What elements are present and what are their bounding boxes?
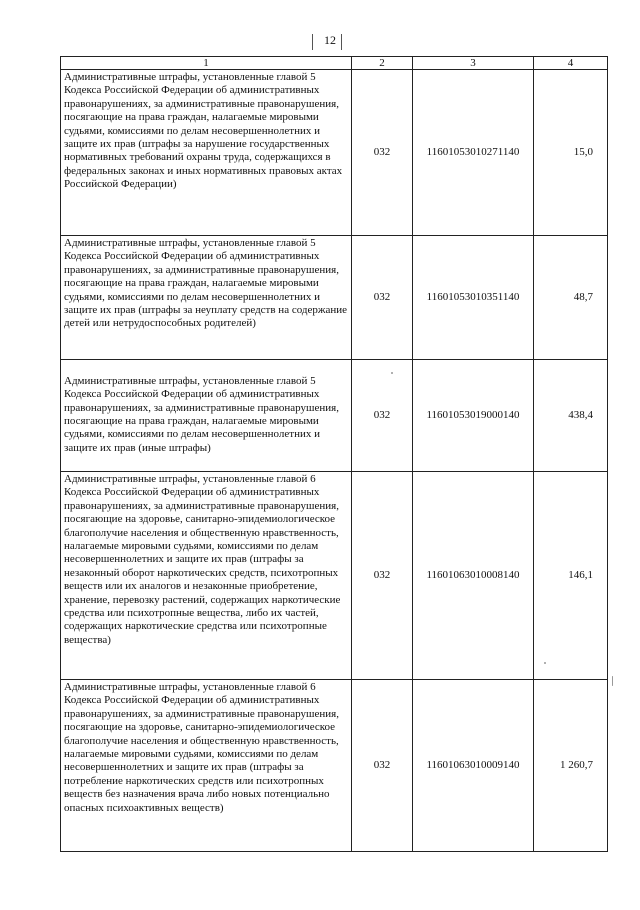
revenue-table [60, 56, 608, 852]
row-description: Административные штрафы, установленные главой 5 Кодекса Российской Федерации об административных правонарушениях, за административные правонарушения, посягающие на права граждан, налагаемые мировыми судьями, комиссиями по делам несовершеннолетних и защите их прав (штрафы за неуплату средств на содержание детей или нетрудоспособных родителей) [61, 236, 352, 360]
table-row [61, 236, 608, 360]
row-description: Административные штрафы, установленные главой 6 Кодекса Российской Федерации об административных правонарушениях, за административные правонарушения, посягающие на здоровье, санитарно-эпидемиологическое благополучие населения и общественную нравственность, налагаемые мировыми судьями, комиссиями по делам несовершеннолетних и защите их прав (штрафы за потребление наркотических средств или психотропных веществ без назначения врача либо новых потенциально опасных психоактивных веществ) [61, 680, 352, 852]
row-budget-code: 11601053010271140 [413, 70, 534, 236]
table-row [61, 70, 608, 236]
row-budget-code: 11601053019000140 [413, 360, 534, 472]
table-header-row [61, 57, 608, 70]
row-description: Административные штрафы, установленные главой 6 Кодекса Российской Федерации об административных правонарушениях, за административные правонарушения, посягающие на здоровье, санитарно-эпидемиологическое благополучие населения и общественную нравственность, налагаемые мировыми судьями, комиссиями по делам несовершеннолетних и защите их прав (штрафы за незаконный оборот наркотических средств, психотропных веществ или их аналогов и незаконные приобретение, хранение, перевозку растений, содержащих наркотические средства или психотропные вещества, либо их частей, содержащих наркотические средства или психотропные вещества) [61, 472, 352, 680]
row-budget-code: 11601063010009140 [413, 680, 534, 852]
row-description: Административные штрафы, установленные главой 5 Кодекса Российской Федерации об административных правонарушениях, за административные правонарушения, посягающие на права граждан, налагаемые мировыми судьями, комиссиями по делам несовершеннолетних и защите их прав (иные штрафы) [61, 360, 352, 472]
table-row [61, 472, 608, 680]
column-header-code: 2 [352, 57, 413, 70]
row-description: Административные штрафы, установленные главой 5 Кодекса Российской Федерации об административных правонарушениях, за административные правонарушения, посягающие на права граждан, налагаемые мировыми судьями, комиссиями по делам несовершеннолетних и защите их прав (штрафы за нарушение государственных нормативных требований охраны труда, содержащихся в федеральных законах и иных нормативных правовых актах Российской Федерации) [61, 70, 352, 236]
row-amount: 1 260,7 [534, 680, 608, 852]
row-budget-code: 11601053010351140 [413, 236, 534, 360]
row-amount: 438,4 [534, 360, 608, 472]
page-number: 12 [324, 33, 336, 47]
row-admin-code: 032 [352, 360, 413, 472]
row-admin-code: 032 [352, 680, 413, 852]
column-header-description: 1 [61, 57, 352, 70]
row-amount: 48,7 [534, 236, 608, 360]
scan-speck [391, 372, 393, 374]
row-admin-code: 032 [352, 236, 413, 360]
table-row [61, 360, 608, 472]
row-admin-code: 032 [352, 472, 413, 680]
row-budget-code: 11601063010008140 [413, 472, 534, 680]
scan-speck [544, 662, 546, 664]
row-admin-code: 032 [352, 70, 413, 236]
row-amount: 146,1 [534, 472, 608, 680]
row-amount: 15,0 [534, 70, 608, 236]
table-row [61, 680, 608, 852]
column-header-amount: 4 [534, 57, 608, 70]
column-header-kbk: 3 [413, 57, 534, 70]
scan-speck [612, 676, 613, 686]
